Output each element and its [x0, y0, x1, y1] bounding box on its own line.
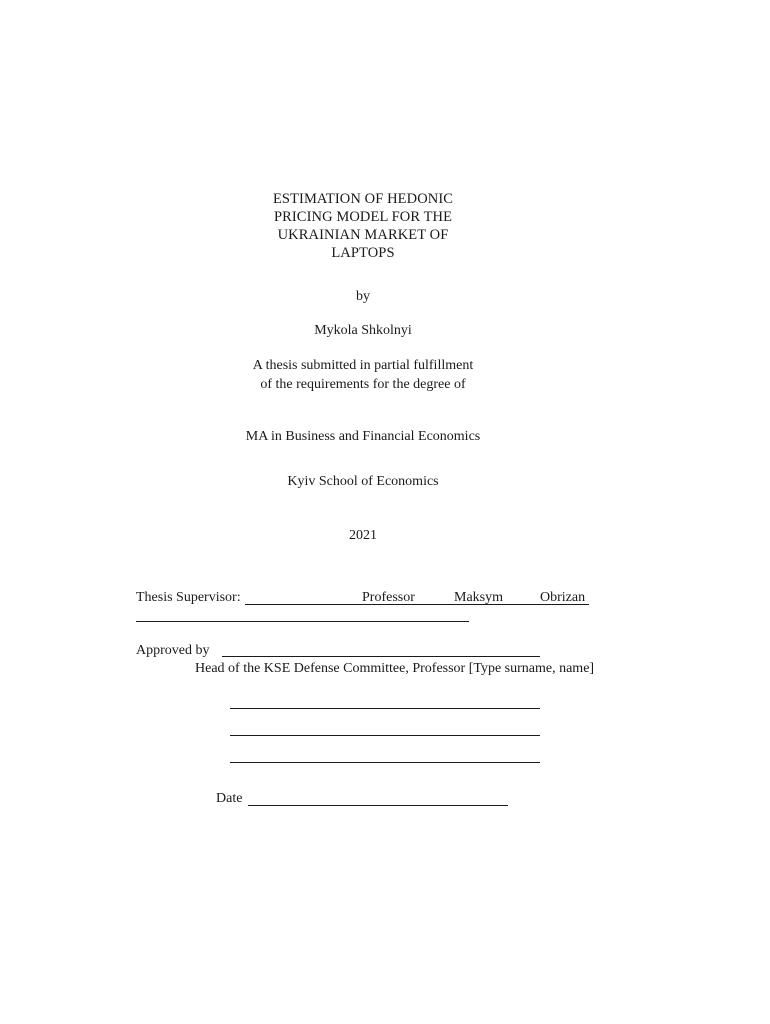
supervisor-signature-line-continued[interactable] — [136, 621, 469, 622]
author-name: Mykola Shkolnyi — [314, 323, 412, 338]
approved-by-label: Approved by — [136, 643, 210, 658]
institution-name: Kyiv School of Economics — [287, 474, 439, 489]
supervisor-last-name: Obrizan — [540, 590, 586, 605]
date-label: Date — [216, 791, 243, 806]
submission-line-2: of the requirements for the degree of — [260, 377, 466, 392]
title-line: PRICING MODEL FOR THE — [273, 209, 453, 225]
submission-line-1: A thesis submitted in partial fulfillment — [252, 358, 474, 373]
date-line[interactable] — [248, 805, 508, 806]
committee-signature-line-1[interactable] — [230, 708, 540, 709]
supervisor-title: Professor — [362, 590, 415, 605]
title-line: LAPTOPS — [331, 245, 395, 261]
title-line: ESTIMATION OF HEDONIC — [272, 191, 454, 207]
thesis-title — [0, 190, 726, 262]
supervisor-first-name: Maksym — [454, 590, 503, 605]
committee-head-role: Head of the KSE Defense Committee, Professor [Type surname, name] — [195, 661, 595, 676]
committee-signature-line-2[interactable] — [230, 735, 540, 736]
thesis-year: 2021 — [349, 528, 377, 543]
degree-name: MA in Business and Financial Economics — [245, 429, 481, 444]
supervisor-label: Thesis Supervisor: — [136, 590, 241, 605]
approval-signature-line[interactable] — [222, 656, 540, 657]
title-line: UKRAINIAN MARKET OF — [277, 227, 449, 243]
supervisor-signature-line[interactable] — [245, 604, 589, 605]
committee-signature-line-3[interactable] — [230, 762, 540, 763]
by-label: by — [356, 289, 370, 304]
